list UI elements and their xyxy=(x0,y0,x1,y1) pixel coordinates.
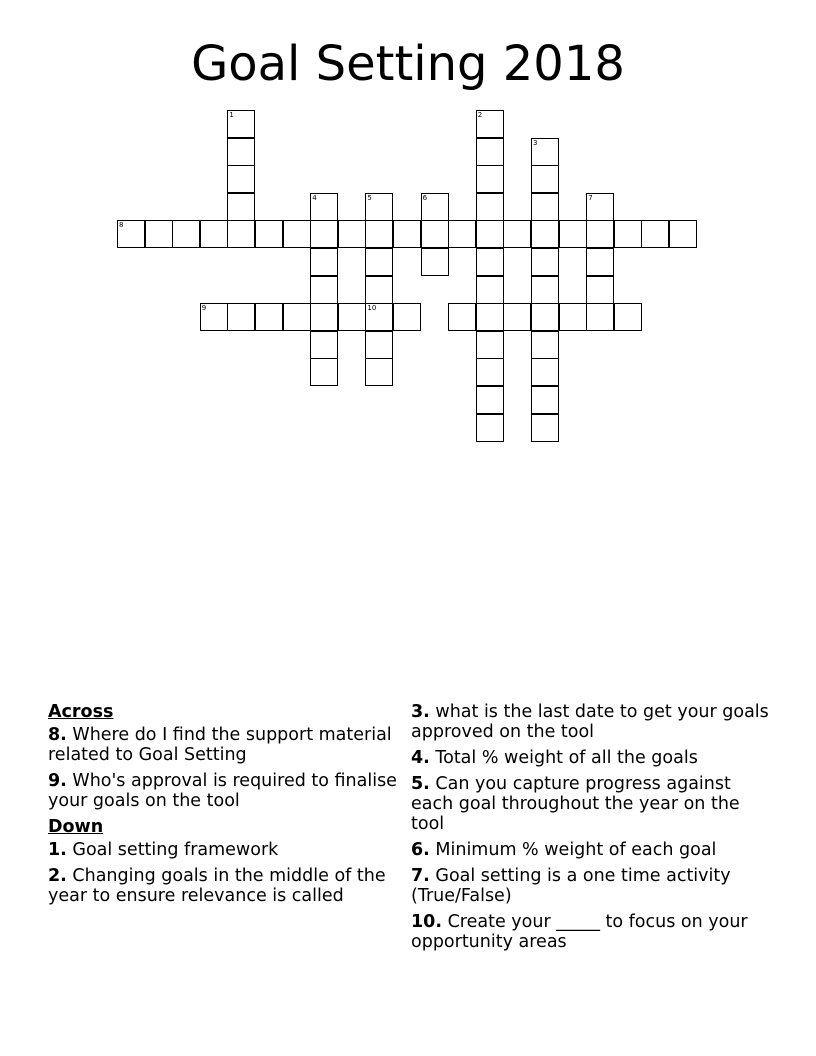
grid-cell[interactable] xyxy=(531,248,559,276)
grid-cell[interactable] xyxy=(310,193,338,221)
grid-cell[interactable] xyxy=(310,331,338,359)
clue-number: 6. xyxy=(411,840,430,860)
grid-cell[interactable] xyxy=(476,220,504,248)
clues-column-right xyxy=(411,702,771,958)
clue-text: Minimum % weight of each goal xyxy=(429,840,717,860)
down-heading: Down xyxy=(48,817,104,837)
grid-cell[interactable] xyxy=(476,386,504,414)
clue-across-8 xyxy=(48,725,398,765)
clue-across-9 xyxy=(48,771,398,811)
clue-number-label: 7 xyxy=(588,193,593,202)
grid-cell[interactable] xyxy=(614,303,642,331)
clue-number-label: 2 xyxy=(477,111,483,119)
grid-cell[interactable] xyxy=(531,220,559,248)
grid-cell[interactable] xyxy=(310,358,338,386)
grid-cell[interactable] xyxy=(531,331,559,359)
grid-cell[interactable] xyxy=(531,358,559,386)
grid-cell[interactable] xyxy=(531,414,559,442)
grid-cell[interactable] xyxy=(476,248,504,276)
grid-cell[interactable] xyxy=(669,220,697,248)
grid-cell[interactable] xyxy=(476,414,504,442)
clue-down-6 xyxy=(411,840,771,860)
grid-cell[interactable] xyxy=(227,220,255,248)
grid-cell[interactable] xyxy=(365,220,393,248)
clue-number-label: 1 xyxy=(229,111,234,119)
grid-cell[interactable] xyxy=(365,248,393,276)
grid-cell[interactable] xyxy=(227,303,255,331)
grid-cell[interactable] xyxy=(614,220,642,248)
clue-text: Create your _____ to focus on your opportunity areas xyxy=(411,912,748,952)
clue-number: 4. xyxy=(411,748,430,768)
grid-cell[interactable] xyxy=(227,193,255,221)
grid-cell[interactable] xyxy=(172,220,200,248)
clue-text: Who's approval is required to finalise your goals on the tool xyxy=(48,771,397,811)
grid-cell[interactable] xyxy=(393,220,421,248)
clue-down-5 xyxy=(411,774,771,834)
grid-cell[interactable] xyxy=(531,303,559,331)
grid-cell[interactable] xyxy=(310,276,338,304)
grid-cell[interactable] xyxy=(310,220,338,248)
grid-cell[interactable] xyxy=(531,165,559,193)
clue-number-label: 8 xyxy=(119,221,124,230)
clue-text: Where do I find the support material related to Goal Setting xyxy=(48,725,392,765)
clue-number: 10. xyxy=(411,912,443,932)
clues-column-left xyxy=(48,702,398,912)
clue-text: Changing goals in the middle of the year to ensure relevance is called xyxy=(48,866,386,906)
grid-cell[interactable] xyxy=(476,165,504,193)
grid-cell[interactable] xyxy=(200,220,228,248)
puzzle-title: Goal Setting 2018 xyxy=(191,36,625,92)
grid-cell[interactable] xyxy=(531,386,559,414)
grid-cell[interactable] xyxy=(559,220,587,248)
grid-cell[interactable] xyxy=(586,220,614,248)
grid-cell[interactable] xyxy=(255,303,283,331)
grid-cell[interactable] xyxy=(421,193,449,221)
grid-cell[interactable] xyxy=(641,220,669,248)
grid-cell[interactable] xyxy=(227,165,255,193)
clue-number-label: 3 xyxy=(533,138,538,147)
grid-cell[interactable] xyxy=(421,220,449,248)
clue-down-1 xyxy=(48,840,398,860)
grid-cell[interactable] xyxy=(559,303,587,331)
grid-cell[interactable] xyxy=(365,276,393,304)
clue-down-3 xyxy=(411,702,771,742)
grid-cell[interactable] xyxy=(531,276,559,304)
clue-down-2 xyxy=(48,866,398,906)
grid-cell[interactable] xyxy=(365,358,393,386)
grid-cell[interactable] xyxy=(283,220,311,248)
grid-cell[interactable] xyxy=(503,220,531,248)
clue-text: Can you capture progress against each goal throughout the year on the tool xyxy=(411,774,740,834)
clue-number-label: 4 xyxy=(312,193,317,202)
clue-down-4 xyxy=(411,748,771,768)
grid-cell[interactable] xyxy=(476,193,504,221)
grid-cell[interactable] xyxy=(310,248,338,276)
clue-number: 7. xyxy=(411,866,430,886)
clue-number: 3. xyxy=(411,702,430,722)
grid-cell[interactable] xyxy=(476,303,504,331)
grid-cell[interactable] xyxy=(117,220,145,248)
clue-number: 9. xyxy=(48,771,67,791)
grid-cell[interactable] xyxy=(227,138,255,166)
grid-cell[interactable] xyxy=(586,276,614,304)
grid-cell[interactable] xyxy=(200,303,228,331)
clue-down-10 xyxy=(411,912,771,952)
grid-cell[interactable] xyxy=(227,110,255,138)
clue-text: Goal setting framework xyxy=(66,840,279,860)
across-heading: Across xyxy=(48,702,114,722)
clue-number: 8. xyxy=(48,725,67,745)
grid-cell[interactable] xyxy=(586,193,614,221)
clue-number: 1. xyxy=(48,840,67,860)
grid-cell[interactable] xyxy=(586,303,614,331)
grid-cell[interactable] xyxy=(476,138,504,166)
grid-cell[interactable] xyxy=(338,220,366,248)
grid-cell[interactable] xyxy=(365,331,393,359)
clue-text: what is the last date to get your goals approved on the tool xyxy=(411,702,769,742)
clue-number-label: 10 xyxy=(367,304,377,313)
grid-cell[interactable] xyxy=(476,110,504,138)
crossword-grid xyxy=(0,0,816,460)
grid-cell[interactable] xyxy=(448,303,476,331)
grid-cell[interactable] xyxy=(283,303,311,331)
grid-cell[interactable] xyxy=(531,193,559,221)
grid-cell[interactable] xyxy=(393,303,421,331)
clue-down-7 xyxy=(411,866,771,906)
grid-cell[interactable] xyxy=(365,193,393,221)
clue-text: Goal setting is a one time activity (True/False) xyxy=(411,866,731,906)
clue-number-label: 6 xyxy=(422,193,428,202)
grid-cell[interactable] xyxy=(421,248,449,276)
grid-cell[interactable] xyxy=(310,303,338,331)
grid-cell[interactable] xyxy=(503,303,531,331)
grid-cell[interactable] xyxy=(586,248,614,276)
grid-cell[interactable] xyxy=(476,276,504,304)
clue-number-label: 9 xyxy=(201,304,207,313)
grid-cell[interactable] xyxy=(476,358,504,386)
grid-cell[interactable] xyxy=(365,303,393,331)
clue-number: 5. xyxy=(411,774,430,794)
grid-cell[interactable] xyxy=(338,303,366,331)
grid-cell[interactable] xyxy=(255,220,283,248)
grid-cell[interactable] xyxy=(531,138,559,166)
clue-number: 2. xyxy=(48,866,67,886)
clue-number-label: 5 xyxy=(367,193,372,202)
grid-cell[interactable] xyxy=(145,220,173,248)
grid-cell[interactable] xyxy=(448,220,476,248)
grid-cell[interactable] xyxy=(476,331,504,359)
clue-text: Total % weight of all the goals xyxy=(429,748,698,768)
